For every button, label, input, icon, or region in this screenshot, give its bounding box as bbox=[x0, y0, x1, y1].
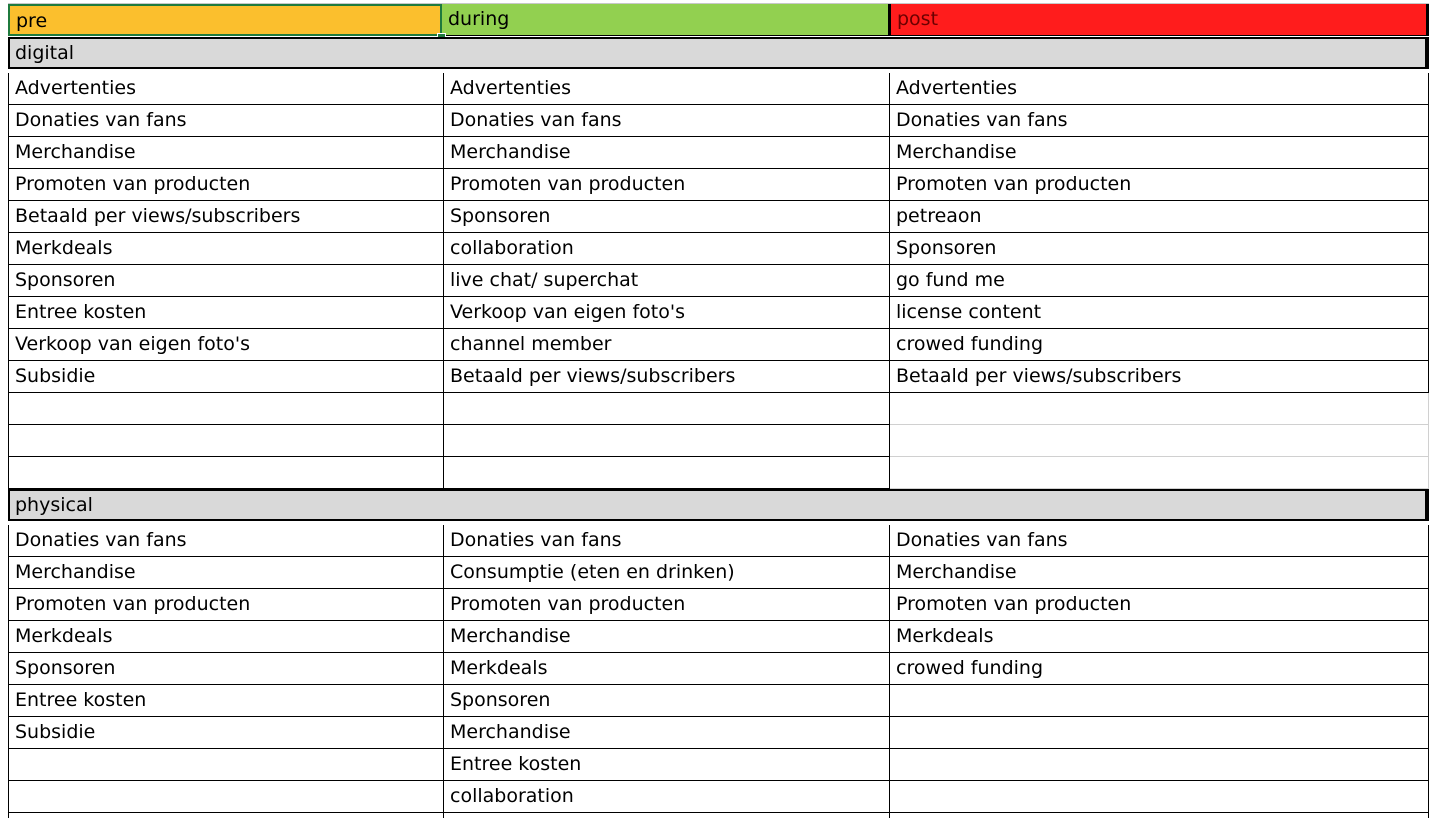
table-row bbox=[8, 137, 1429, 169]
table-cell[interactable] bbox=[890, 813, 1429, 818]
table-cell[interactable]: petreaon bbox=[890, 201, 1429, 233]
table-cell[interactable]: crowed funding bbox=[890, 329, 1429, 361]
table-cell[interactable] bbox=[890, 781, 1429, 813]
table-cell[interactable]: Promoten van producten bbox=[8, 589, 444, 621]
table-cell[interactable] bbox=[8, 425, 444, 457]
table-cell[interactable]: Donaties van fans bbox=[890, 525, 1429, 557]
table-row bbox=[8, 265, 1429, 297]
table-row bbox=[8, 457, 1429, 489]
table-cell[interactable]: Advertenties bbox=[890, 73, 1429, 105]
table-cell[interactable]: Merchandise bbox=[890, 137, 1429, 169]
header-cell-pre[interactable]: pre bbox=[8, 4, 442, 36]
table-cell[interactable]: Promoten van producten bbox=[8, 169, 444, 201]
table-row bbox=[8, 781, 1429, 813]
header-cell-during[interactable]: during bbox=[442, 4, 888, 36]
table-cell[interactable] bbox=[444, 425, 890, 457]
table-row bbox=[8, 685, 1429, 717]
table-cell[interactable]: Donaties van fans bbox=[890, 105, 1429, 137]
section-header-digital[interactable]: digital bbox=[8, 37, 1429, 69]
table-cell[interactable]: Promoten van producten bbox=[890, 169, 1429, 201]
table-cell[interactable] bbox=[890, 685, 1429, 717]
table-cell[interactable]: Entree kosten bbox=[8, 297, 444, 329]
table-cell[interactable] bbox=[444, 813, 890, 818]
table-cell[interactable]: Merchandise bbox=[444, 717, 890, 749]
table-row bbox=[8, 717, 1429, 749]
table-row bbox=[8, 169, 1429, 201]
table-row bbox=[8, 525, 1429, 557]
table-cell[interactable] bbox=[8, 393, 444, 425]
table-row bbox=[8, 813, 1429, 818]
section-header-physical[interactable]: physical bbox=[8, 489, 1429, 521]
table-cell[interactable]: Merkdeals bbox=[890, 621, 1429, 653]
table-cell[interactable]: collaboration bbox=[444, 233, 890, 265]
table-cell[interactable]: Betaald per views/subscribers bbox=[444, 361, 890, 393]
table-cell[interactable]: Entree kosten bbox=[444, 749, 890, 781]
table-cell[interactable]: Sponsoren bbox=[8, 653, 444, 685]
table-cell[interactable]: Merchandise bbox=[444, 621, 890, 653]
table-cell[interactable]: Betaald per views/subscribers bbox=[890, 361, 1429, 393]
table-cell[interactable] bbox=[890, 717, 1429, 749]
table-cell[interactable]: live chat/ superchat bbox=[444, 265, 890, 297]
table-cell[interactable]: Advertenties bbox=[444, 73, 890, 105]
table-row bbox=[8, 233, 1429, 265]
table-cell[interactable]: Consumptie (eten en drinken) bbox=[444, 557, 890, 589]
table-row bbox=[8, 361, 1429, 393]
table-cell[interactable]: Entree kosten bbox=[8, 685, 444, 717]
table-cell[interactable]: collaboration bbox=[444, 781, 890, 813]
table-cell[interactable]: Sponsoren bbox=[8, 265, 444, 297]
table-row bbox=[8, 73, 1429, 105]
table-row bbox=[8, 425, 1429, 457]
table-row bbox=[8, 105, 1429, 137]
table-cell[interactable]: Sponsoren bbox=[444, 201, 890, 233]
table-row bbox=[8, 749, 1429, 781]
table-cell[interactable]: Verkoop van eigen foto's bbox=[444, 297, 890, 329]
table-cell[interactable]: Promoten van producten bbox=[444, 589, 890, 621]
table-cell[interactable]: Sponsoren bbox=[444, 685, 890, 717]
table-cell[interactable]: Merchandise bbox=[8, 557, 444, 589]
header-cell-post[interactable]: post bbox=[888, 4, 1429, 36]
table-cell[interactable] bbox=[444, 393, 890, 425]
table-cell[interactable] bbox=[890, 393, 1429, 425]
table-row bbox=[8, 589, 1429, 621]
table-cell[interactable] bbox=[890, 457, 1429, 489]
table-cell[interactable]: Merchandise bbox=[444, 137, 890, 169]
table-cell[interactable] bbox=[8, 813, 444, 818]
table-row bbox=[8, 201, 1429, 233]
table-cell[interactable]: Advertenties bbox=[8, 73, 444, 105]
table-cell[interactable] bbox=[8, 457, 444, 489]
table-row bbox=[8, 557, 1429, 589]
table-cell[interactable]: Promoten van producten bbox=[444, 169, 890, 201]
table-cell[interactable]: Subsidie bbox=[8, 361, 444, 393]
table-cell[interactable]: Merchandise bbox=[8, 137, 444, 169]
table-row bbox=[8, 621, 1429, 653]
table-cell[interactable]: go fund me bbox=[890, 265, 1429, 297]
table-cell[interactable]: Promoten van producten bbox=[890, 589, 1429, 621]
table-row bbox=[8, 297, 1429, 329]
table-cell[interactable]: Subsidie bbox=[8, 717, 444, 749]
table-cell[interactable]: Donaties van fans bbox=[444, 525, 890, 557]
table-cell[interactable] bbox=[444, 457, 890, 489]
table-cell[interactable]: Verkoop van eigen foto's bbox=[8, 329, 444, 361]
table-row bbox=[8, 329, 1429, 361]
table-cell[interactable]: Donaties van fans bbox=[8, 105, 444, 137]
table-cell[interactable] bbox=[890, 425, 1429, 457]
table-cell[interactable]: Sponsoren bbox=[890, 233, 1429, 265]
table-cell[interactable] bbox=[8, 749, 444, 781]
table-row bbox=[8, 653, 1429, 685]
table-cell[interactable] bbox=[8, 781, 444, 813]
table-cell[interactable]: Merchandise bbox=[890, 557, 1429, 589]
table-cell[interactable]: Merkdeals bbox=[8, 233, 444, 265]
table-cell[interactable]: license content bbox=[890, 297, 1429, 329]
table-cell[interactable]: crowed funding bbox=[890, 653, 1429, 685]
table-cell[interactable]: Donaties van fans bbox=[8, 525, 444, 557]
table-cell[interactable]: Merkdeals bbox=[8, 621, 444, 653]
table-cell[interactable]: Betaald per views/subscribers bbox=[8, 201, 444, 233]
table-cell[interactable]: Merkdeals bbox=[444, 653, 890, 685]
table-row bbox=[8, 393, 1429, 425]
table-cell[interactable] bbox=[890, 749, 1429, 781]
table-cell[interactable]: Donaties van fans bbox=[444, 105, 890, 137]
table-cell[interactable]: channel member bbox=[444, 329, 890, 361]
